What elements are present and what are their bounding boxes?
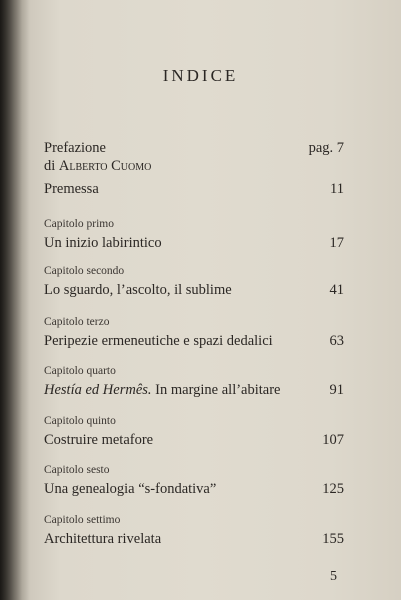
page-title: INDICE [162,66,239,85]
toc-page: 63 [329,333,344,349]
toc-entry-premessa [44,181,344,199]
toc-title: Una genealogia “s-fondativa” [44,481,217,497]
toc-author: Alberto Cuomo [58,158,152,174]
toc-entry-chapter-6 [44,464,344,499]
toc-line [44,140,344,158]
toc-entry-chapter-5 [44,415,344,450]
toc-entry-chapter-1 [44,218,344,253]
toc-title: Lo sguardo, l’ascolto, il sublime [44,282,232,298]
chapter-label: Capitolo terzo [44,316,110,328]
toc-page: 91 [329,382,344,398]
toc-line [44,531,344,549]
toc-line [44,235,344,253]
toc-line [44,181,344,199]
toc-entry-chapter-2 [44,265,344,300]
toc-entry-chapter-3 [44,316,344,351]
toc-title: Un inizio labirintico [44,235,162,251]
toc-title: Architettura rivelata [44,531,162,547]
chapter-label: Capitolo quinto [44,415,116,427]
toc-title: Costruire metafore [44,432,154,448]
toc-title: Peripezie ermeneutiche e spazi dedalici [44,333,273,349]
toc-title-italic: Hestía ed Hermês. [44,382,152,398]
page-number: 5 [330,569,337,584]
chapter-label: Capitolo settimo [44,514,121,526]
gutter-shadow [0,0,22,600]
chapter-label: Capitolo sesto [44,464,110,476]
chapter-label: Capitolo primo [44,218,114,230]
toc-author-line [44,158,344,176]
toc-entry-chapter-7 [44,514,344,549]
toc-entry-prefazione [44,140,344,176]
toc-title: In margine all’abitare [151,382,281,398]
toc-title: Premessa [44,181,99,197]
toc-line [44,432,344,450]
toc-line [44,282,344,300]
toc-page: 11 [330,181,344,197]
toc-page: 107 [322,432,344,448]
toc-line [44,333,344,351]
toc-page: 41 [329,282,344,298]
toc-page: pag. 7 [308,140,344,156]
toc-line [44,481,344,499]
chapter-label: Capitolo quarto [44,365,116,377]
toc-line [44,382,344,400]
toc-entry-chapter-4 [44,365,344,400]
chapter-label: Capitolo secondo [44,265,125,277]
toc-title: Prefazione [44,140,106,156]
toc-page: 155 [322,531,344,547]
toc-page: 125 [322,481,344,497]
toc-author-prefix: di [44,158,56,174]
toc-page: 17 [329,235,344,251]
